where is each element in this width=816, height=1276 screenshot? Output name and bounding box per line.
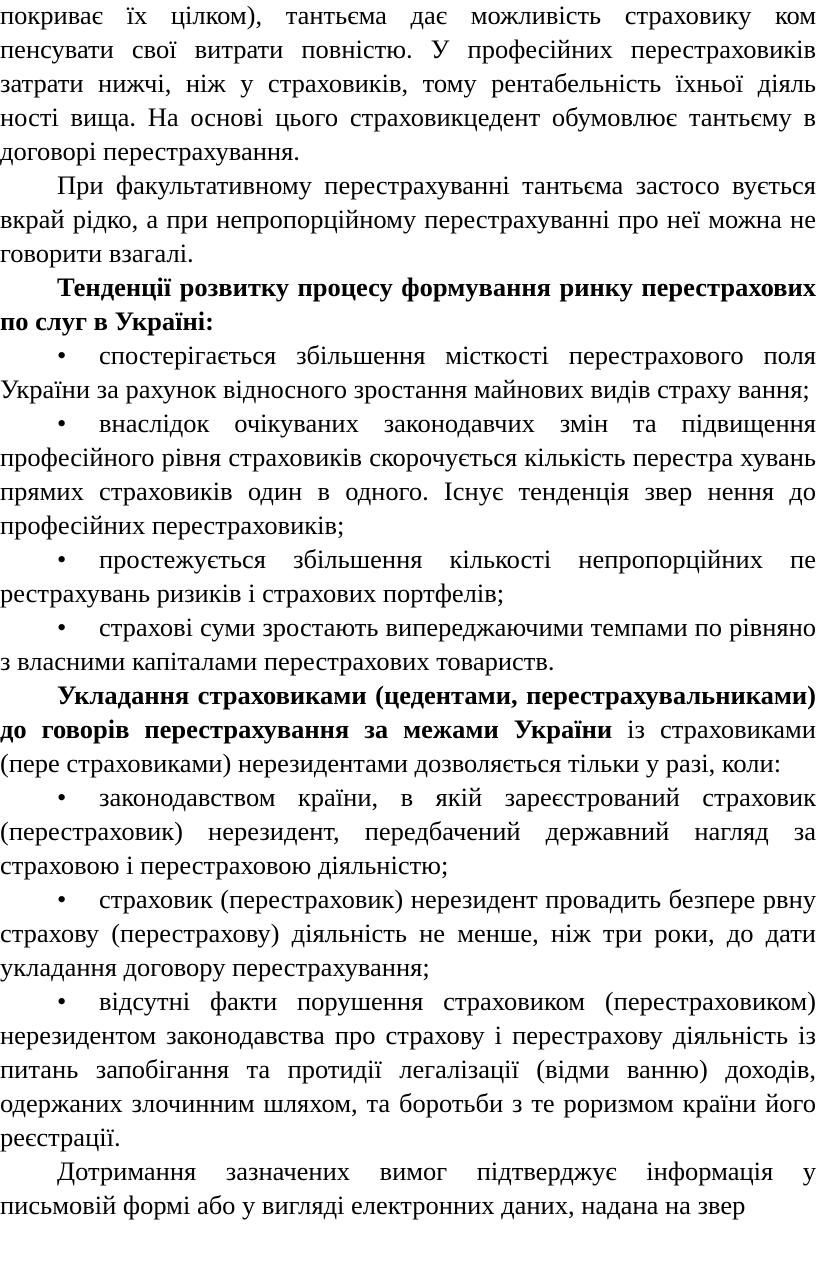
paragraph-text: При факультативному перестрахуванні тантьєма застосо вується вкрай рідко, а при непропорційному перестрахуванні про неї можна не говорити взагалі. xyxy=(0,170,816,268)
bullet-text: відсутні факти порушення страховиком (перестраховиком) нерезидентом законодавства про страхову і перестрахову діяльність із питань запобігання та протидії легалізації (відми ванню) доходів, одержаних злочинним шляхом, та боротьби з те роризмом країни його реєстрації. xyxy=(0,986,816,1152)
bullet-icon: • xyxy=(57,544,67,574)
bullet-item xyxy=(0,338,816,406)
bullet-item xyxy=(0,406,816,542)
bold-lead-text: Укладання страховиками (цедентами, перестрахувальниками) до говорів перестрахування за межами України xyxy=(0,680,816,744)
bullet-item xyxy=(0,984,816,1154)
bullet-text: внаслідок очікуваних законодавчих змін та підвищення професійного рівня страховиків скорочується кількість перестра хувань прямих страховиків один в одного. Існує тенденція звер нення до професійних перестраховиків; xyxy=(0,408,816,540)
paragraph-text: Дотримання зазначених вимог підтверджує інформація у письмовій формі або у вигляді електронних даних, надана на звер xyxy=(0,1156,816,1220)
bullet-text: страхові суми зростають випереджаючими темпами по рівняно з власними капіталами перестрахових товариств. xyxy=(0,612,816,676)
section-heading xyxy=(0,270,816,338)
paragraph-text: покриває їх цілком), тантьєма дає можливість страховику ком пенсувати свої витрати повністю. У професійних перестраховиків затрати нижчі, ніж у страховиків, тому рентабельність їхньої діяль ності вища. На основі цього страховикцедент обумовлює тантьєму в договорі перестрахування. xyxy=(0,0,816,166)
paragraph-mixed xyxy=(0,678,816,780)
bullet-icon: • xyxy=(57,782,67,812)
paragraph-text: із страховиками (пере страховиками) нерезидентами дозволяється тільки у разі, коли: xyxy=(0,714,816,778)
bullet-icon: • xyxy=(57,884,67,914)
bullet-item xyxy=(0,542,816,610)
paragraph xyxy=(0,1154,816,1222)
paragraph xyxy=(0,168,816,270)
paragraph-continuation xyxy=(0,0,816,168)
bullet-text: простежується збільшення кількості непропорційних пе рестрахувань ризиків і страхових портфелів; xyxy=(0,544,816,608)
bullet-item xyxy=(0,780,816,882)
bullet-icon: • xyxy=(57,986,67,1016)
bullet-item xyxy=(0,610,816,678)
bullet-text: законодавством країни, в якій зареєстрований страховик (перестраховик) нерезидент, передбачений державний нагляд за страховою і перестраховою діяльністю; xyxy=(0,782,816,880)
bullet-text: страховик (перестраховик) нерезидент провадить безпере рвну страхову (перестрахову) діяльність не менше, ніж три роки, до дати укладання договору перестрахування; xyxy=(0,884,816,982)
bullet-item xyxy=(0,882,816,984)
heading-text: Тенденції розвитку процесу формування ринку перестрахових по слуг в Україні: xyxy=(0,272,816,336)
bullet-icon: • xyxy=(57,408,67,438)
bullet-icon: • xyxy=(57,340,67,370)
bullet-text: спостерігається збільшення місткості перестрахового поля України за рахунок відносного зростання майнових видів страху вання; xyxy=(0,340,816,404)
bullet-icon: • xyxy=(57,612,67,642)
